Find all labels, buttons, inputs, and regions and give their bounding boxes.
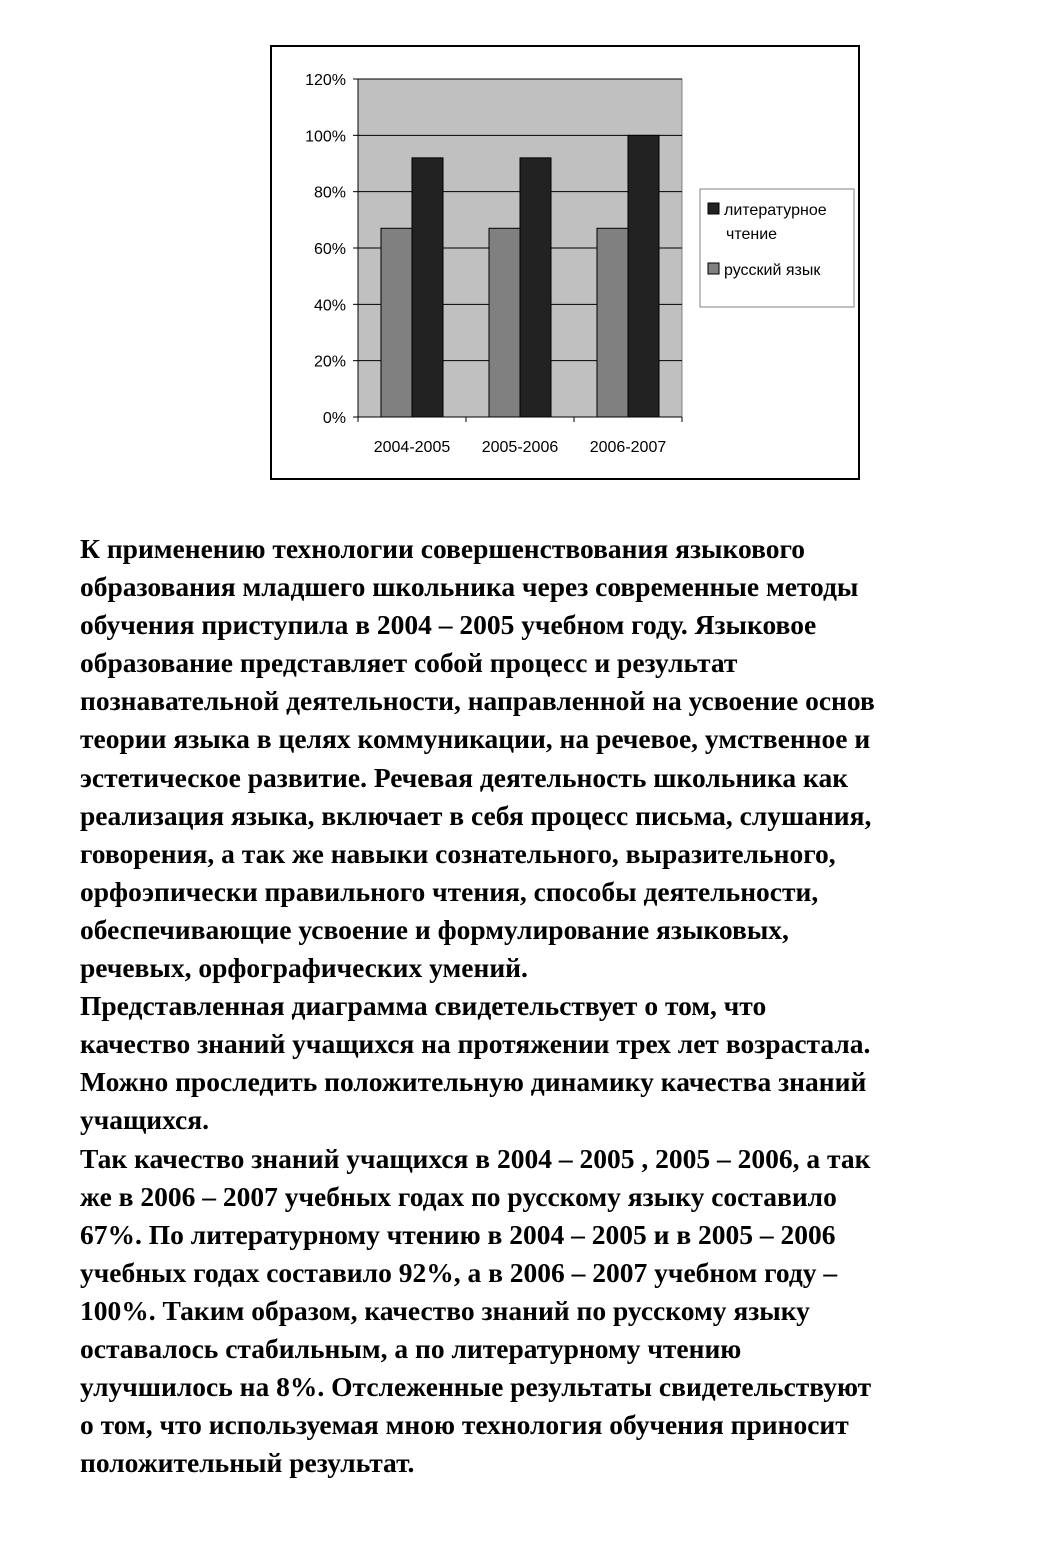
text-line: положительный результат. [80,1447,415,1479]
chart-frame [270,45,860,480]
y-tick-label: 0% [322,410,346,427]
text-line: оставалось стабильным, а по литературному чтению [80,1332,742,1364]
text-line: Представленная диаграмма свидетельствует о том, что [80,990,767,1022]
text-line: Так качество знаний учащихся в 2004 – 2005 , 2005 – 2006, а так [80,1142,871,1174]
y-tick-label: 40% [313,297,346,315]
text-line: говорения, а так же навыки сознательного, выразительного, [80,837,836,869]
y-tick-label: 20% [313,353,346,371]
text-line: речевых, орфографических умений. [80,952,528,984]
text-line: познавательной деятельности, направленной на усвоение основ [80,685,875,717]
y-tick-label: 80% [313,184,346,202]
text-line: обучения приступила в 2004 – 2005 учебном году. Языковое [80,609,817,641]
text-line: образование представляет собой процесс и результат [80,647,738,679]
x-tick-label: 2006-2007 [589,439,667,456]
text-line: учащихся. [80,1104,209,1136]
text-line: К применению технологии совершенствования языкового [80,533,806,564]
text-line: улучшилось на 8%. Отслеженные результаты свидетельствуют [80,1371,872,1403]
text-line: теории языка в целях коммуникации, на речевое, умственное и [80,723,871,755]
bar [489,228,520,417]
y-tick-label: 100% [305,128,346,146]
text-line: реализация языка, включает в себя процесс письма, слушания, [80,799,872,831]
y-tick-label: 60% [313,241,346,258]
text-line: 67%. По литературному чтению в 2004 – 2005 и в 2005 – 2006 [80,1218,836,1250]
text-line: эстетическое развитие. Речевая деятельность школьника как [80,761,849,793]
text-line: обеспечивающие усвоение и формулирование языковых, [80,913,789,945]
text-line: образования младшего школьника через современные методы [80,571,859,603]
text-line: же в 2006 – 2007 учебных годах по русскому языку составило [80,1180,837,1212]
x-tick-label: 2004-2005 [373,439,451,456]
bar [628,135,659,417]
x-tick-label: 2005-2006 [481,439,559,456]
text-line: Можно проследить положительную динамику качества знаний [80,1066,867,1098]
bar-chart [272,47,858,478]
text-line: учебных годах составило 92%, а в 2006 – 2007 учебном году – [80,1256,838,1288]
bar [412,158,443,417]
y-tick-label: 120% [305,72,346,89]
text-line: 100%. Таким образом, качество знаний по русскому языку [80,1294,810,1326]
legend-label: русский язык [724,262,821,279]
text-line: качество знаний учащихся на протяжении трех лет возрастала. [80,1028,871,1060]
text-line: орфоэпически правильного чтения, способы деятельности, [80,875,819,907]
body-text [80,530,1055,1482]
legend-swatch [708,203,719,214]
text-line: о том, что используемая мною технология обучения приносит [80,1409,849,1441]
legend-label: чтение [726,226,778,243]
legend-swatch [708,263,719,274]
bar [520,158,551,417]
bar [597,228,628,417]
bar [381,228,412,417]
legend-label: литературное [724,202,827,219]
